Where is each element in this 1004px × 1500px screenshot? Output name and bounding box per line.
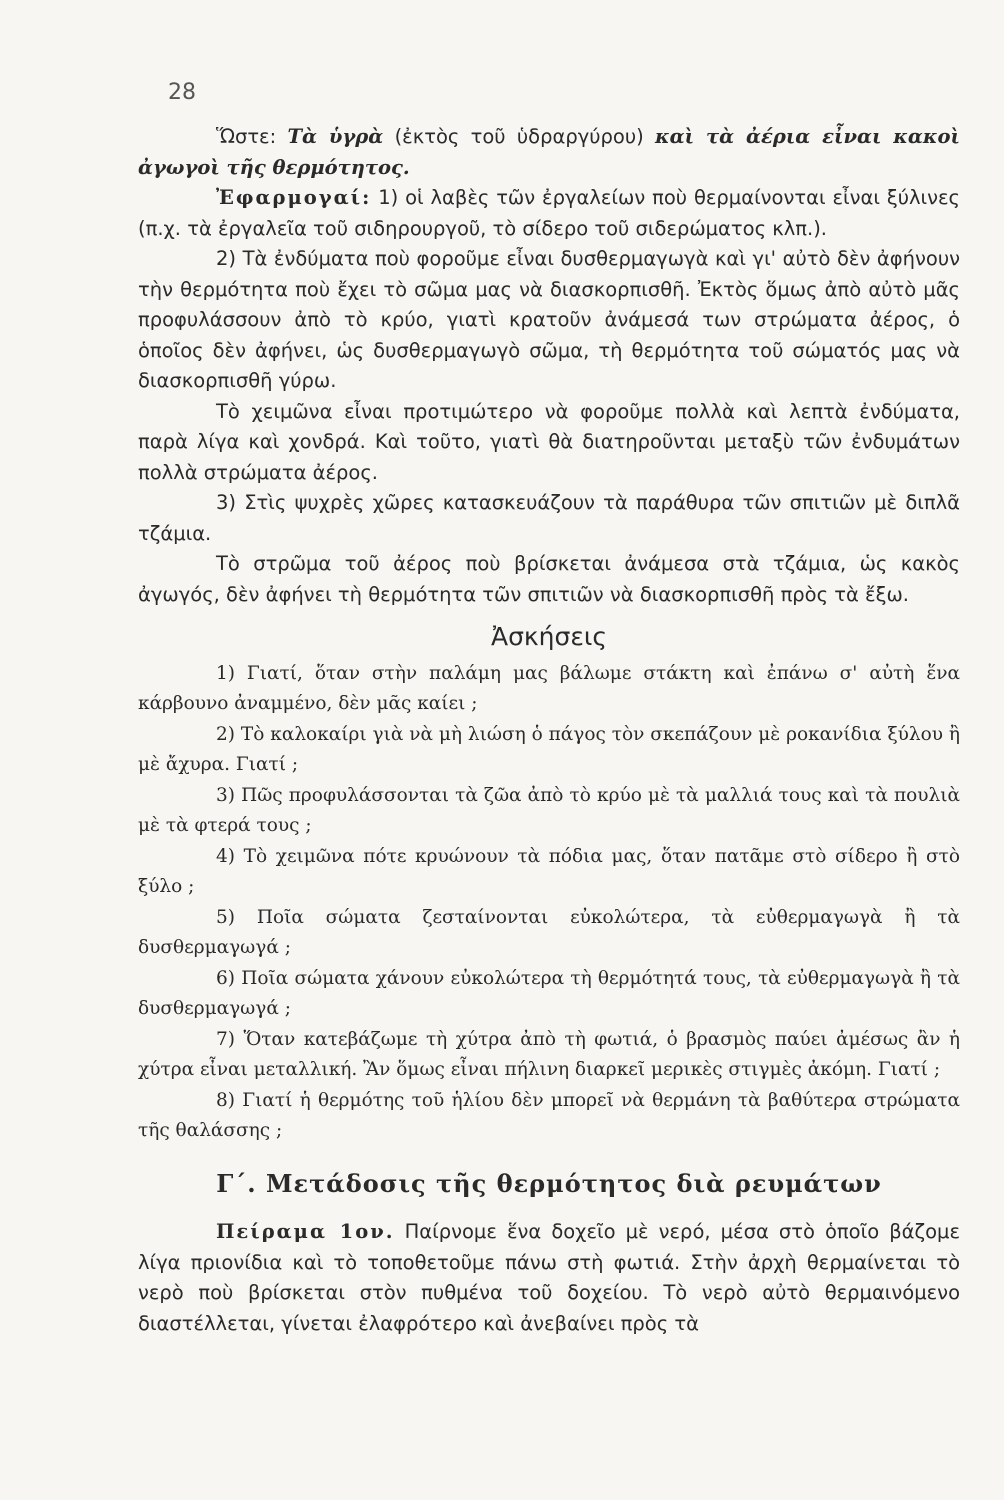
exercise-item: 2) Τὸ καλοκαίρι γιὰ νὰ μὴ λιώση ὁ πάγος τὸν σκεπάζουν μὲ ροκανίδια ξύλου ἢ μὲ ἄχυρα. Γιατί ;	[138, 723, 960, 775]
section-heading: Γ΄. Μετάδοσις τῆς θερμότητος διὰ ρευμάτων	[216, 1168, 882, 1198]
paragraph-clothing: 2) Τὰ ἐνδύματα ποὺ φοροῦμε εἶναι δυσθερμαγωγὰ καὶ γι' αὐτὸ δὲν ἀφήνουν τὴν θερμότητα ποὺ ἔχει τὸ σῶμα μας νὰ διασκορπισθῆ. Ἐκτὸς ὅμως ἀπὸ αὐτὸ μᾶς προφυλάσσουν ἀπὸ τὸ κρύο, γιατὶ κρατοῦν ἀνάμεσά των στρώματα ἀέρος, ὁ ὁποῖος δὲν ἀφήνει, ὡς δυσθερμαγωγὸ σῶμα, τὴ θερμότητα τοῦ σώματός μας νὰ διασκορπισθῆ γύρω.	[138, 247, 960, 392]
applications-label: Ἐφαρμογαί:	[216, 186, 372, 209]
exercise-item: 3) Πῶς προφυλάσσονται τὰ ζῶα ἀπὸ τὸ κρύο μὲ τὰ μαλλιά τους καὶ τὰ πουλιὰ μὲ τὰ φτερά τους ;	[138, 784, 960, 836]
exercise-item: 7) Ὅταν κατεβάζωμε τὴ χύτρα ἀπὸ τὴ φωτιά, ὁ βρασμὸς παύει ἀμέσως ἂν ἡ χύτρα εἶναι μεταλλική. Ἂν ὅμως εἶναι πήλινη διαρκεῖ μερικὲς στιγμὲς ἀκόμη. Γιατί ;	[138, 1028, 960, 1080]
paragraph-windows: 3) Στὶς ψυχρὲς χῶρες κατασκευάζουν τὰ παράθυρα τῶν σπιτιῶν μὲ διπλᾶ τζάμια.	[138, 491, 960, 545]
conclusion-lead: Ὥστε:	[216, 125, 288, 148]
conclusion-text: (ἐκτὸς τοῦ ὑδραργύρου)	[383, 125, 656, 148]
paragraph-air-layer: Τὸ στρῶμα τοῦ ἀέρος ποὺ βρίσκεται ἀνάμεσα στὰ τζάμια, ὡς κακὸς ἀγωγός, δὲν ἀφήνει τὴ θερμότητα τῶν σπιτιῶν νὰ διασκορπισθῆ πρὸς τὰ ἔξω.	[138, 552, 960, 606]
paragraph-conclusion	[138, 122, 960, 183]
exercise-item: 6) Ποῖα σώματα χάνουν εὐκολώτερα τὴ θερμότητά τους, τὰ εὐθερμαγωγὰ ἢ τὰ δυσθερμαγωγά ;	[138, 967, 960, 1019]
paragraph-applications	[138, 183, 960, 244]
experiment-text: Παίρνομε ἕνα δοχεῖο μὲ νερό, μέσα στὸ ὁποῖο βάζομε λίγα πριονίδια καὶ τὸ τοποθετοῦμε πάνω στὴ φωτιά. Στὴν ἀρχὴ θερμαίνεται τὸ νερὸ ποὺ βρίσκεται στὸν πυθμένα τοῦ δοχείου. Τὸ νερὸ αὐτὸ θερμαινόμενο διαστέλλεται, γίνεται ἐλαφρότερο καὶ ἀνεβαίνει πρὸς τὰ	[138, 1220, 960, 1335]
exercises-list	[138, 659, 960, 1147]
page-body	[138, 122, 960, 1339]
experiment-label: Πείραμα 1ον.	[216, 1220, 395, 1243]
conclusion-emphasis-2: καὶ τὰ ἀέρια εἶναι κακοὶ ἀγωγοὶ τῆς θερμότητος.	[138, 125, 960, 179]
exercise-item: 4) Τὸ χειμῶνα πότε κρυώνουν τὰ πόδια μας, ὅταν πατᾶμε στὸ σίδερο ἢ στὸ ξύλο ;	[138, 845, 960, 897]
exercise-item: 8) Γιατί ἡ θερμότης τοῦ ἡλίου δὲν μπορεῖ νὰ θερμάνη τὰ βαθύτερα στρώματα τῆς θαλάσσης ;	[138, 1089, 960, 1141]
conclusion-emphasis-1: Τὰ ὑγρὰ	[287, 125, 384, 148]
page-number: 28	[168, 80, 196, 105]
exercises-heading: Ἀσκήσεις	[490, 622, 607, 651]
paragraph-experiment	[138, 1217, 960, 1339]
exercise-item: 1) Γιατί, ὅταν στὴν παλάμη μας βάλωμε στάκτη καὶ ἐπάνω σ' αὐτὴ ἕνα κάρβουνο ἀναμμένο, δὲν μᾶς καίει ;	[138, 662, 960, 714]
paragraph-winter: Τὸ χειμῶνα εἶναι προτιμώτερο νὰ φοροῦμε πολλὰ καὶ λεπτὰ ἐνδύματα, παρὰ λίγα καὶ χονδρά. Καὶ τοῦτο, γιατὶ θὰ διατηροῦνται μεταξὺ τῶν ἐνδυμάτων πολλὰ στρώματα ἀέρος.	[138, 399, 960, 484]
exercise-item: 5) Ποῖα σώματα ζεσταίνονται εὐκολώτερα, τὰ εὐθερμαγωγὰ ἢ τὰ δυσθερμαγωγά ;	[138, 906, 960, 958]
applications-text: 1) οἱ λαβὲς τῶν ἐργαλείων ποὺ θερμαίνονται εἶναι ξύλινες (π.χ. τὰ ἐργαλεῖα τοῦ σιδηρουργοῦ, τὸ σίδερο τοῦ σιδερώματος κλπ.).	[138, 186, 960, 240]
